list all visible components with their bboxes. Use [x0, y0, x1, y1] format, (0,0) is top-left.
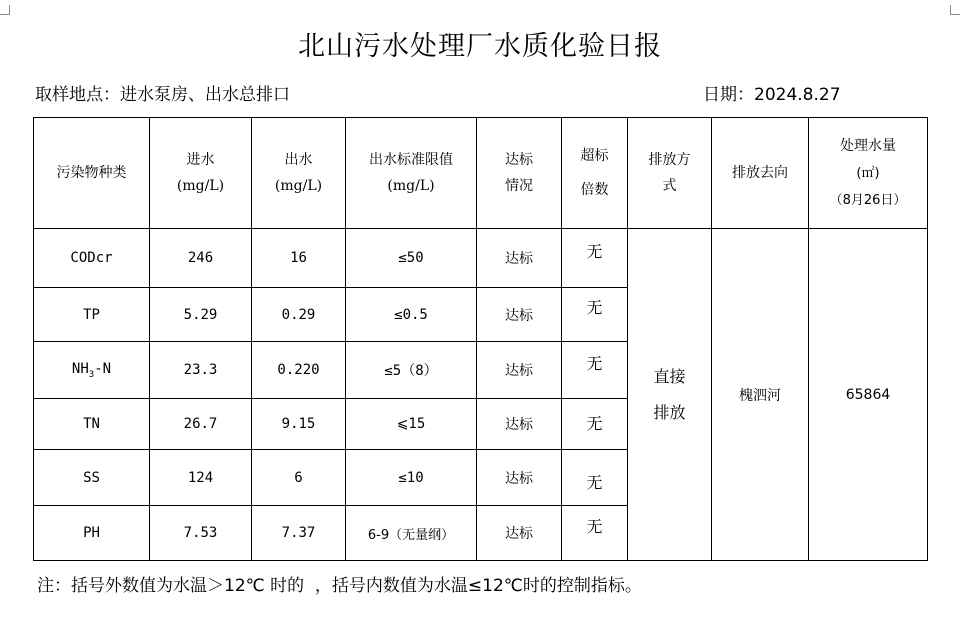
- report-date: 日期：2024.8.27: [703, 85, 841, 105]
- inflow-value: 124: [150, 450, 252, 506]
- corner-mark-left: [0, 5, 10, 15]
- exceed-cell: [562, 450, 628, 506]
- header-inflow-unit: (mg/L): [176, 178, 225, 194]
- header-volume-unit: (㎡): [856, 165, 880, 181]
- header-exceed-line1: 超标: [580, 148, 609, 164]
- treated-volume: 65864: [809, 229, 928, 561]
- header-compliance-line2: 情况: [505, 178, 533, 194]
- exceed-cell: [562, 506, 628, 561]
- report-title: 北山污水处理厂水质化验日报: [298, 31, 662, 62]
- header-limit-label: 出水标准限值: [369, 152, 453, 168]
- exceed-cell: [562, 342, 628, 399]
- outflow-value: 7.37: [252, 506, 346, 561]
- header-method-line2: 式: [662, 178, 677, 194]
- water-quality-table: [33, 117, 928, 561]
- inflow-value: 26.7: [150, 399, 252, 450]
- pollutant-name-tail: -N: [94, 360, 112, 377]
- header-compliance: [477, 118, 562, 229]
- outflow-value: 16: [252, 229, 346, 288]
- pollutant-name-subscript: 3: [88, 369, 95, 380]
- limit-value: ≤10: [346, 450, 477, 506]
- header-volume-date: （8月26日）: [829, 192, 907, 208]
- compliance-status: 达标: [477, 342, 562, 399]
- header-pollutant: 污染物种类: [34, 118, 150, 229]
- header-method-line1: 排放方: [648, 152, 691, 168]
- pollutant-name-main: NH: [71, 360, 89, 377]
- inflow-value: 23.3: [150, 342, 252, 399]
- limit-value: ≤0.5: [346, 288, 477, 342]
- pollutant-name: CODcr: [34, 229, 150, 288]
- header-inflow: [150, 118, 252, 229]
- pollutant-name: SS: [34, 450, 150, 506]
- inflow-value: 5.29: [150, 288, 252, 342]
- compliance-status: 达标: [477, 229, 562, 288]
- inflow-value: 7.53: [150, 506, 252, 561]
- header-exceed: [562, 118, 628, 229]
- header-volume-line1: 处理水量: [840, 137, 896, 154]
- header-outflow-label: 出水: [284, 152, 313, 168]
- header-method: [628, 118, 712, 229]
- header-row: [34, 118, 928, 229]
- limit-value: ≤50: [346, 229, 477, 288]
- header-destination: 排放去向: [712, 118, 809, 229]
- outflow-value: 0.220: [252, 342, 346, 399]
- exceed-cell: [562, 288, 628, 342]
- exceed-value: 无: [586, 298, 603, 317]
- outflow-value: 0.29: [252, 288, 346, 342]
- header-compliance-line1: 达标: [505, 152, 533, 168]
- exceed-value: 无: [586, 516, 603, 536]
- header-inflow-label: 进水: [186, 152, 215, 168]
- footnote: 注：括号外数值为水温＞12℃ 时的 ，括号内数值为水温≤12℃时的控制指标。: [37, 576, 642, 596]
- limit-value: ≤5（8）: [346, 342, 477, 399]
- sampling-location: 取样地点：进水泵房、出水总排口: [35, 85, 290, 105]
- corner-mark-right: [950, 5, 960, 15]
- exceed-value: 无: [586, 473, 603, 492]
- limit-value: ⩽15: [346, 399, 477, 450]
- compliance-status: 达标: [477, 399, 562, 450]
- exceed-value: 无: [586, 353, 603, 373]
- exceed-value: 无: [586, 241, 603, 261]
- discharge-method-line2: 排放: [653, 402, 686, 422]
- header-outflow: [252, 118, 346, 229]
- header-limit-unit: (mg/L): [387, 178, 435, 194]
- exceed-value: 无: [586, 413, 603, 433]
- table-row: [34, 229, 928, 288]
- compliance-status: 达标: [477, 450, 562, 506]
- exceed-cell: [562, 399, 628, 450]
- outflow-value: 6: [252, 450, 346, 506]
- exceed-cell: [562, 229, 628, 288]
- outflow-value: 9.15: [252, 399, 346, 450]
- pollutant-name: TP: [34, 288, 150, 342]
- header-exceed-line2: 倍数: [580, 182, 609, 198]
- discharge-destination: 槐泗河: [712, 229, 809, 561]
- compliance-status: 达标: [477, 288, 562, 342]
- header-volume: [809, 118, 928, 229]
- header-outflow-unit: (mg/L): [274, 178, 323, 194]
- pollutant-name: TN: [34, 399, 150, 450]
- pollutant-name: [34, 342, 150, 399]
- pollutant-name: PH: [34, 506, 150, 561]
- compliance-status: 达标: [477, 506, 562, 561]
- discharge-method-cell: [628, 229, 712, 561]
- inflow-value: 246: [150, 229, 252, 288]
- header-limit: [346, 118, 477, 229]
- limit-value: 6-9（无量纲）: [346, 506, 477, 561]
- discharge-method-line1: 直接: [653, 366, 686, 386]
